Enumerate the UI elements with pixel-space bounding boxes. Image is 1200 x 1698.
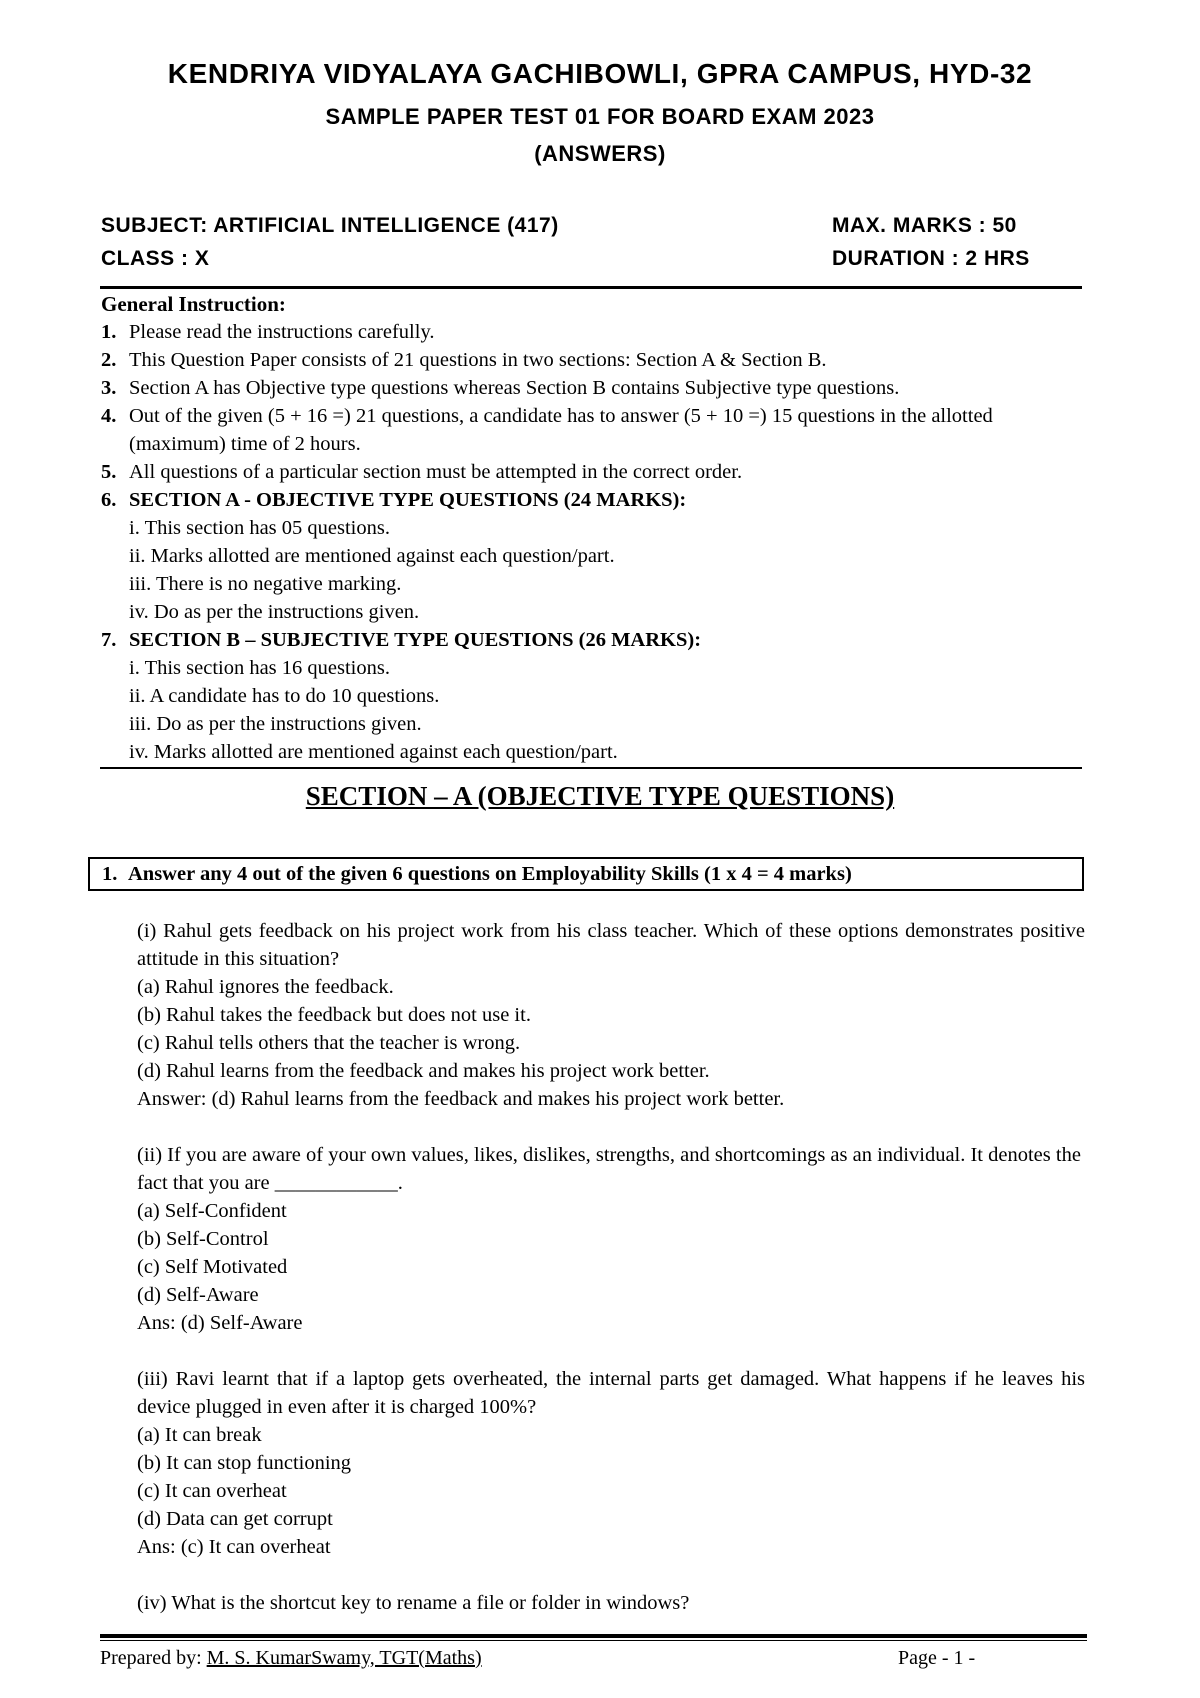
duration: DURATION : 2 HRS [832, 247, 1030, 270]
section-a-title: SECTION – A (OBJECTIVE TYPE QUESTIONS) [305, 781, 895, 811]
section-a-instruction: 6. SECTION A - OBJECTIVE TYPE QUESTIONS (24 MARKS): [101, 489, 687, 511]
subject-label: SUBJECT: ARTIFICIAL INTELLIGENCE (417) [101, 214, 559, 237]
option: (b) It can stop functioning [137, 1452, 352, 1474]
instruction-subitem: iv. Marks allotted are mentioned against each question/part. [129, 741, 618, 763]
question-stem: (iii) Ravi learnt that if a laptop gets overheated, the internal parts get damaged. What happens if he leaves his device plugged in even after it is charged 100%? [137, 1368, 1085, 1418]
instruction-subitem: iii. Do as per the instructions given. [129, 713, 422, 735]
instructions-divider [100, 767, 1082, 769]
instruction-subitem: ii. A candidate has to do 10 questions. [129, 685, 440, 707]
option: (a) Self-Confident [137, 1200, 287, 1222]
question-part-iv [137, 1589, 1085, 1617]
option: (c) It can overheat [137, 1480, 287, 1502]
option: (d) Self-Aware [137, 1284, 259, 1306]
question-stem: (iv) What is the shortcut key to rename a file or folder in windows? [137, 1592, 690, 1614]
instruction-subitem: ii. Marks allotted are mentioned against each question/part. [129, 545, 615, 567]
header-divider [100, 286, 1082, 289]
footer-divider-thin [100, 1640, 1087, 1641]
answer: Ans: (d) Self-Aware [137, 1312, 303, 1334]
school-name: KENDRIYA VIDYALAYA GACHIBOWLI, GPRA CAMPUS, HYD-32 [167, 58, 1033, 89]
question-stem: (i) Rahul gets feedback on his project work from his class teacher. Which of these options demonstrates positive attitude in this situation? [137, 920, 1085, 970]
section-b-instruction: 7. SECTION B – SUBJECTIVE TYPE QUESTIONS (26 MARKS): [101, 629, 702, 651]
instruction-subitem: iii. There is no negative marking. [129, 573, 402, 595]
option: (d) Rahul learns from the feedback and makes his project work better. [137, 1060, 710, 1082]
option: (b) Rahul takes the feedback but does not use it. [137, 1004, 531, 1026]
max-marks: MAX. MARKS : 50 [832, 214, 1017, 237]
instruction-item: 1. Please read the instructions carefully. [101, 321, 435, 343]
option: (b) Self-Control [137, 1228, 269, 1250]
instruction-item: 5. All questions of a particular section must be attempted in the correct order. [101, 461, 743, 483]
option: (c) Self Motivated [137, 1256, 288, 1278]
instruction-subitem: i. This section has 05 questions. [129, 517, 390, 539]
answer: Answer: (d) Rahul learns from the feedback and makes his project work better. [137, 1088, 785, 1110]
instructions-title: General Instruction: [101, 292, 286, 316]
class-label: CLASS : X [101, 247, 210, 270]
option: (a) Rahul ignores the feedback. [137, 976, 394, 998]
page-number: Page - 1 - [898, 1647, 976, 1669]
question-stem: (ii) If you are aware of your own values, likes, dislikes, strengths, and shortcomings as an individual. It denotes the fact that you are ____________. [137, 1144, 1081, 1194]
instruction-item: 4. Out of the given (5 + 16 =) 21 questions, a candidate has to answer (5 + 10 =) 15 questions in the allotted (maximum) time of 2 hours. [101, 405, 993, 455]
footer-prepared-by: Prepared by: M. S. KumarSwamy, TGT(Maths) [100, 1647, 482, 1669]
answer: Ans: (c) It can overheat [137, 1536, 331, 1558]
question-1-header: 1. Answer any 4 out of the given 6 questions on Employability Skills (1 x 4 = 4 marks) [88, 857, 1084, 891]
footer-divider [100, 1634, 1087, 1638]
question-part-iii [137, 1365, 1085, 1561]
question-part-ii [137, 1141, 1085, 1337]
answers-label: (ANSWERS) [534, 141, 666, 166]
option: (c) Rahul tells others that the teacher is wrong. [137, 1032, 521, 1054]
instruction-item: 2. This Question Paper consists of 21 questions in two sections: Section A & Section B. [101, 349, 827, 371]
option: (a) It can break [137, 1424, 262, 1446]
author-name: M. S. KumarSwamy, TGT(Maths) [206, 1647, 482, 1669]
instruction-item: 3. Section A has Objective type questions whereas Section B contains Subjective type questions. [101, 377, 900, 399]
paper-title: SAMPLE PAPER TEST 01 FOR BOARD EXAM 2023 [325, 104, 875, 129]
question-part-i [137, 917, 1085, 1113]
option: (d) Data can get corrupt [137, 1508, 333, 1530]
instruction-subitem: i. This section has 16 questions. [129, 657, 390, 679]
instruction-subitem: iv. Do as per the instructions given. [129, 601, 420, 623]
general-instructions [101, 290, 1086, 766]
